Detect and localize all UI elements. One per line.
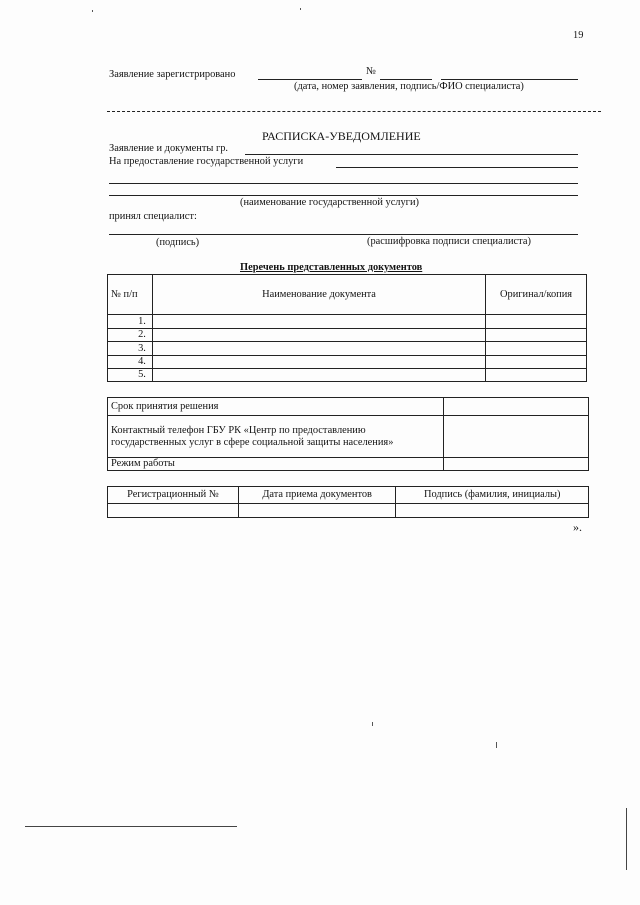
table-row — [108, 315, 587, 329]
signature-caption: (подпись) — [156, 237, 200, 248]
cut-line — [107, 111, 601, 112]
registration-table-header-row — [108, 487, 589, 504]
registration-label: Заявление зарегистрировано — [109, 69, 236, 80]
document-name-cell — [152, 315, 485, 329]
table-row — [108, 329, 587, 342]
row-number: 4. — [108, 356, 153, 369]
documents-from-label: Заявление и документы гр. — [109, 143, 229, 154]
service-caption: (наименование государственной услуги) — [240, 197, 419, 208]
table-row — [108, 342, 587, 356]
scan-speck — [300, 8, 301, 10]
working-hours-label: Режим работы — [108, 458, 444, 471]
registration-number-cell — [108, 504, 239, 518]
original-copy-cell — [486, 329, 587, 342]
documents-table — [107, 274, 587, 382]
row-number: 5. — [108, 369, 153, 382]
table-row — [108, 398, 589, 416]
header-number: № п/п — [108, 275, 153, 315]
contact-phone-label: Контактный телефон ГБУ РК «Центр по предоставлению государственных услуг в сфере социальной защиты населения» — [108, 416, 444, 458]
table-row — [108, 504, 589, 518]
original-copy-cell — [486, 356, 587, 369]
signature-cell — [396, 504, 589, 518]
decision-term-value — [444, 398, 589, 416]
info-table — [107, 397, 589, 471]
registration-signature-line — [441, 79, 578, 80]
original-copy-cell — [486, 369, 587, 382]
closing-mark: ». — [573, 520, 582, 534]
header-original-copy: Оригинал/копия — [486, 275, 587, 315]
table-row — [108, 369, 587, 382]
header-receipt-date: Дата приема документов — [238, 487, 396, 504]
header-registration-number: Регистрационный № — [108, 487, 239, 504]
docs-table-title: Перечень представленных документов — [240, 262, 423, 273]
row-number: 1. — [108, 315, 153, 329]
documents-from-line — [245, 154, 578, 155]
accepted-by-label: принял специалист: — [109, 211, 197, 222]
document-name-cell — [152, 356, 485, 369]
service-line-3 — [109, 195, 578, 196]
document-name-cell — [152, 329, 485, 342]
table-row — [108, 458, 589, 471]
registration-caption: (дата, номер заявления, подпись/ФИО специалиста) — [294, 81, 524, 92]
service-for-line — [336, 167, 578, 168]
registration-number-line — [380, 79, 432, 80]
decoding-caption: (расшифровка подписи специалиста) — [367, 236, 531, 247]
table-row — [108, 356, 587, 369]
registration-date-line — [258, 79, 362, 80]
accepted-by-line — [109, 234, 578, 235]
receipt-date-cell — [238, 504, 396, 518]
working-hours-value — [444, 458, 589, 471]
scan-speck — [496, 742, 497, 748]
row-number: 3. — [108, 342, 153, 356]
registration-number-sign: № — [366, 66, 376, 77]
document-name-cell — [152, 369, 485, 382]
document-name-cell — [152, 342, 485, 356]
service-line-2 — [109, 183, 578, 184]
service-for-label: На предоставление государственной услуги — [109, 156, 304, 167]
scan-speck — [372, 722, 373, 726]
right-scan-line — [626, 808, 627, 870]
original-copy-cell — [486, 342, 587, 356]
scan-speck — [92, 10, 93, 12]
bottom-scan-line — [25, 826, 237, 827]
header-document-name: Наименование документа — [152, 275, 485, 315]
original-copy-cell — [486, 315, 587, 329]
registration-table — [107, 486, 589, 518]
documents-table-header-row — [108, 275, 587, 315]
header-signature: Подпись (фамилия, инициалы) — [396, 487, 589, 504]
table-row — [108, 416, 589, 458]
page-number: 19 — [573, 30, 584, 41]
contact-phone-value — [444, 416, 589, 458]
row-number: 2. — [108, 329, 153, 342]
receipt-title: РАСПИСКА-УВЕДОМЛЕНИЕ — [262, 129, 421, 143]
decision-term-label: Срок принятия решения — [108, 398, 444, 416]
